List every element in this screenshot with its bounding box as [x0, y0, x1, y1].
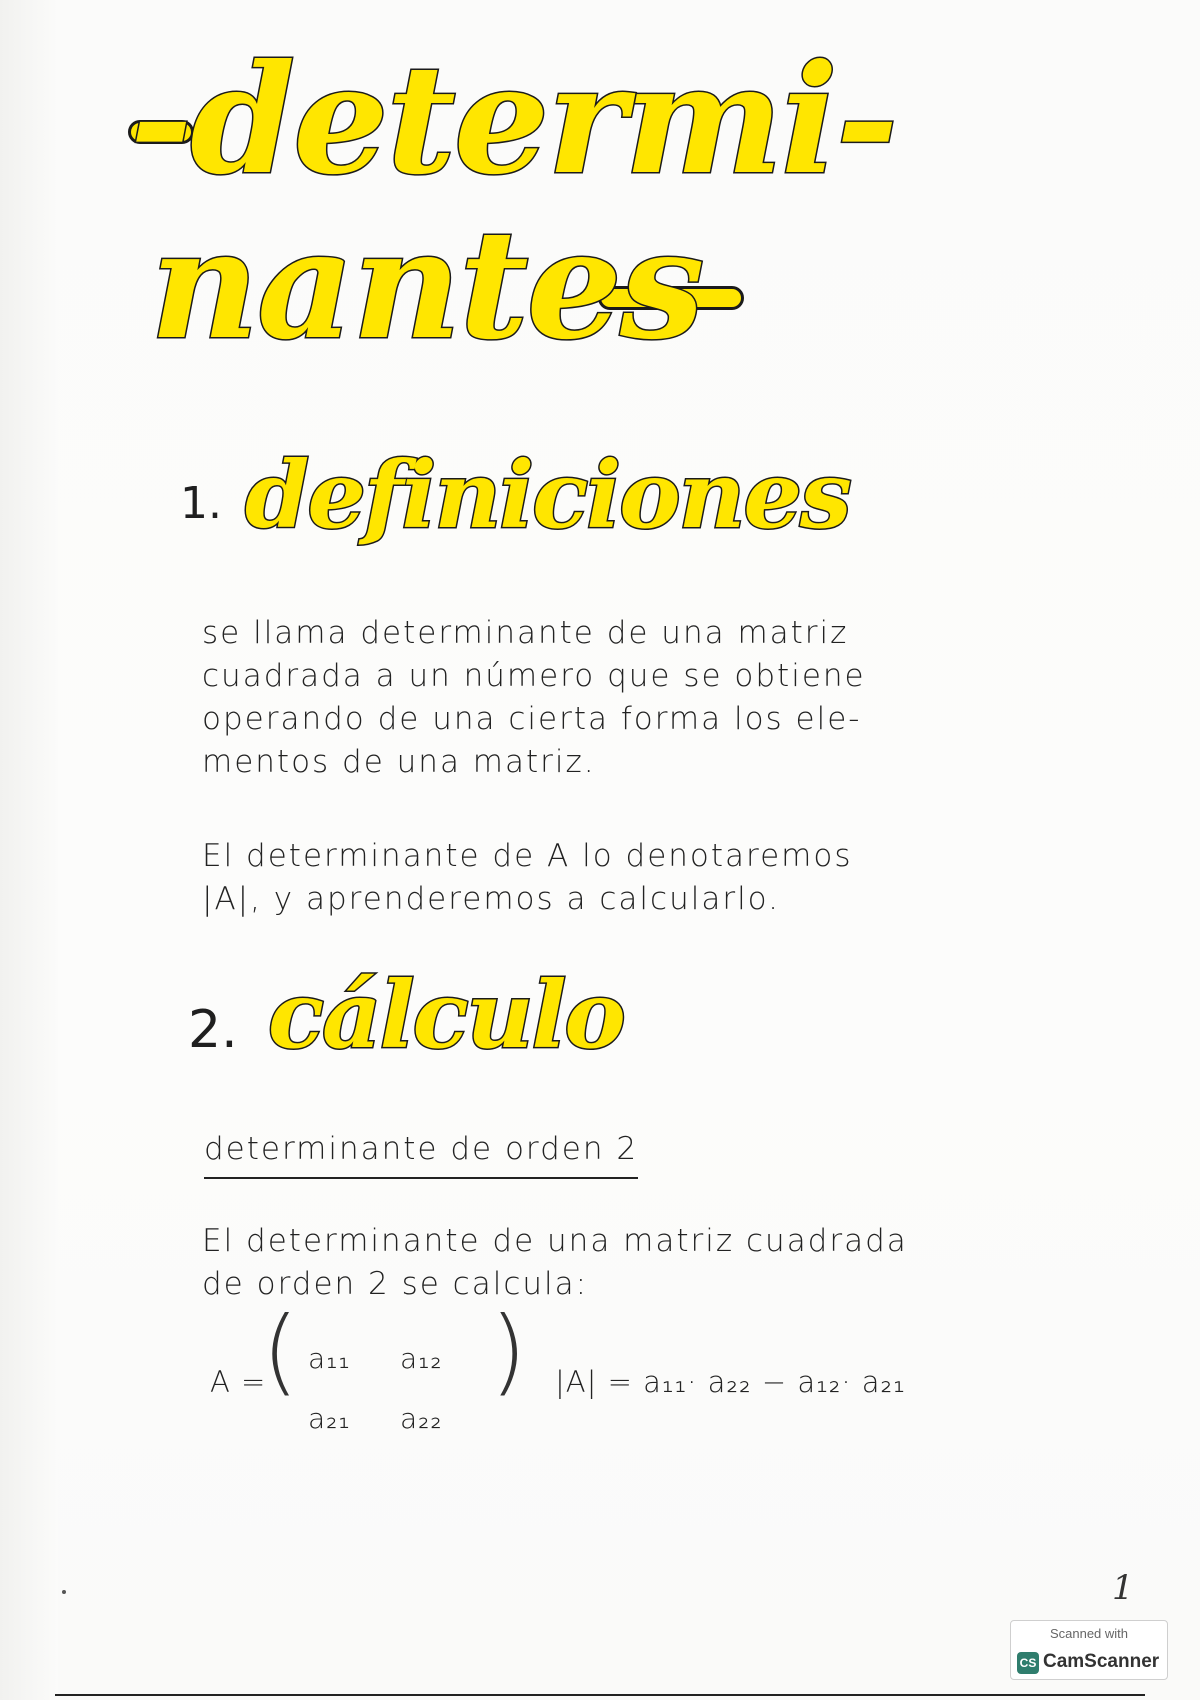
right-parenthesis: ) — [490, 1297, 528, 1406]
paragraph-line: cuadrada a un número que se obtiene — [202, 658, 866, 694]
section-1-heading: definiciones — [245, 441, 850, 549]
bottom-divider — [55, 1694, 1145, 1696]
matrix-entry-a22: a₂₂ — [400, 1402, 443, 1435]
matrix-entry-a21: a₂₁ — [308, 1402, 351, 1435]
matrix-entry-a12: a₁₂ — [400, 1342, 443, 1375]
page-number: 1 — [1112, 1568, 1134, 1608]
section-2-heading: cálculo — [268, 961, 624, 1069]
camscanner-logo-icon: CS — [1017, 1652, 1039, 1674]
calculation-paragraph — [202, 1220, 1022, 1306]
matrix-label: A = — [210, 1365, 267, 1399]
page-margin — [0, 0, 58, 1700]
subheading-order-2: determinante de orden 2 — [204, 1128, 638, 1179]
badge-caption: Scanned with — [1049, 1626, 1129, 1641]
matrix-entry-a11: a₁₁ — [308, 1342, 351, 1375]
paragraph-line: El determinante de A lo denotaremos — [202, 838, 853, 874]
notation-paragraph — [202, 835, 982, 921]
determinant-expression: |A| = a₁₁· a₂₂ − a₁₂· a₂₁ — [555, 1365, 906, 1399]
section-2-number: 2. — [188, 1000, 238, 1060]
ink-dot — [62, 1590, 66, 1594]
paragraph-line: El determinante de una matriz cuadrada — [202, 1223, 908, 1259]
section-1-number: 1. — [180, 478, 222, 529]
paragraph-line: se llama determinante de una matriz — [202, 615, 849, 651]
paragraph-line: |A|, y aprenderemos a calcularlo. — [202, 881, 780, 917]
title-line-1: -determi- — [130, 32, 897, 208]
left-parenthesis: ( — [262, 1297, 300, 1406]
paragraph-line: operando de una cierta forma los ele- — [202, 701, 862, 737]
paragraph-line: mentos de una matriz. — [202, 744, 596, 780]
definition-paragraph — [202, 612, 982, 784]
title-line-2: nantes — [150, 197, 703, 373]
badge-brand-name: CamScanner — [1043, 1651, 1160, 1672]
camscanner-badge — [1010, 1620, 1168, 1680]
determinant-formula — [210, 1297, 1030, 1435]
paragraph-line: de orden 2 se calcula: — [202, 1266, 589, 1302]
